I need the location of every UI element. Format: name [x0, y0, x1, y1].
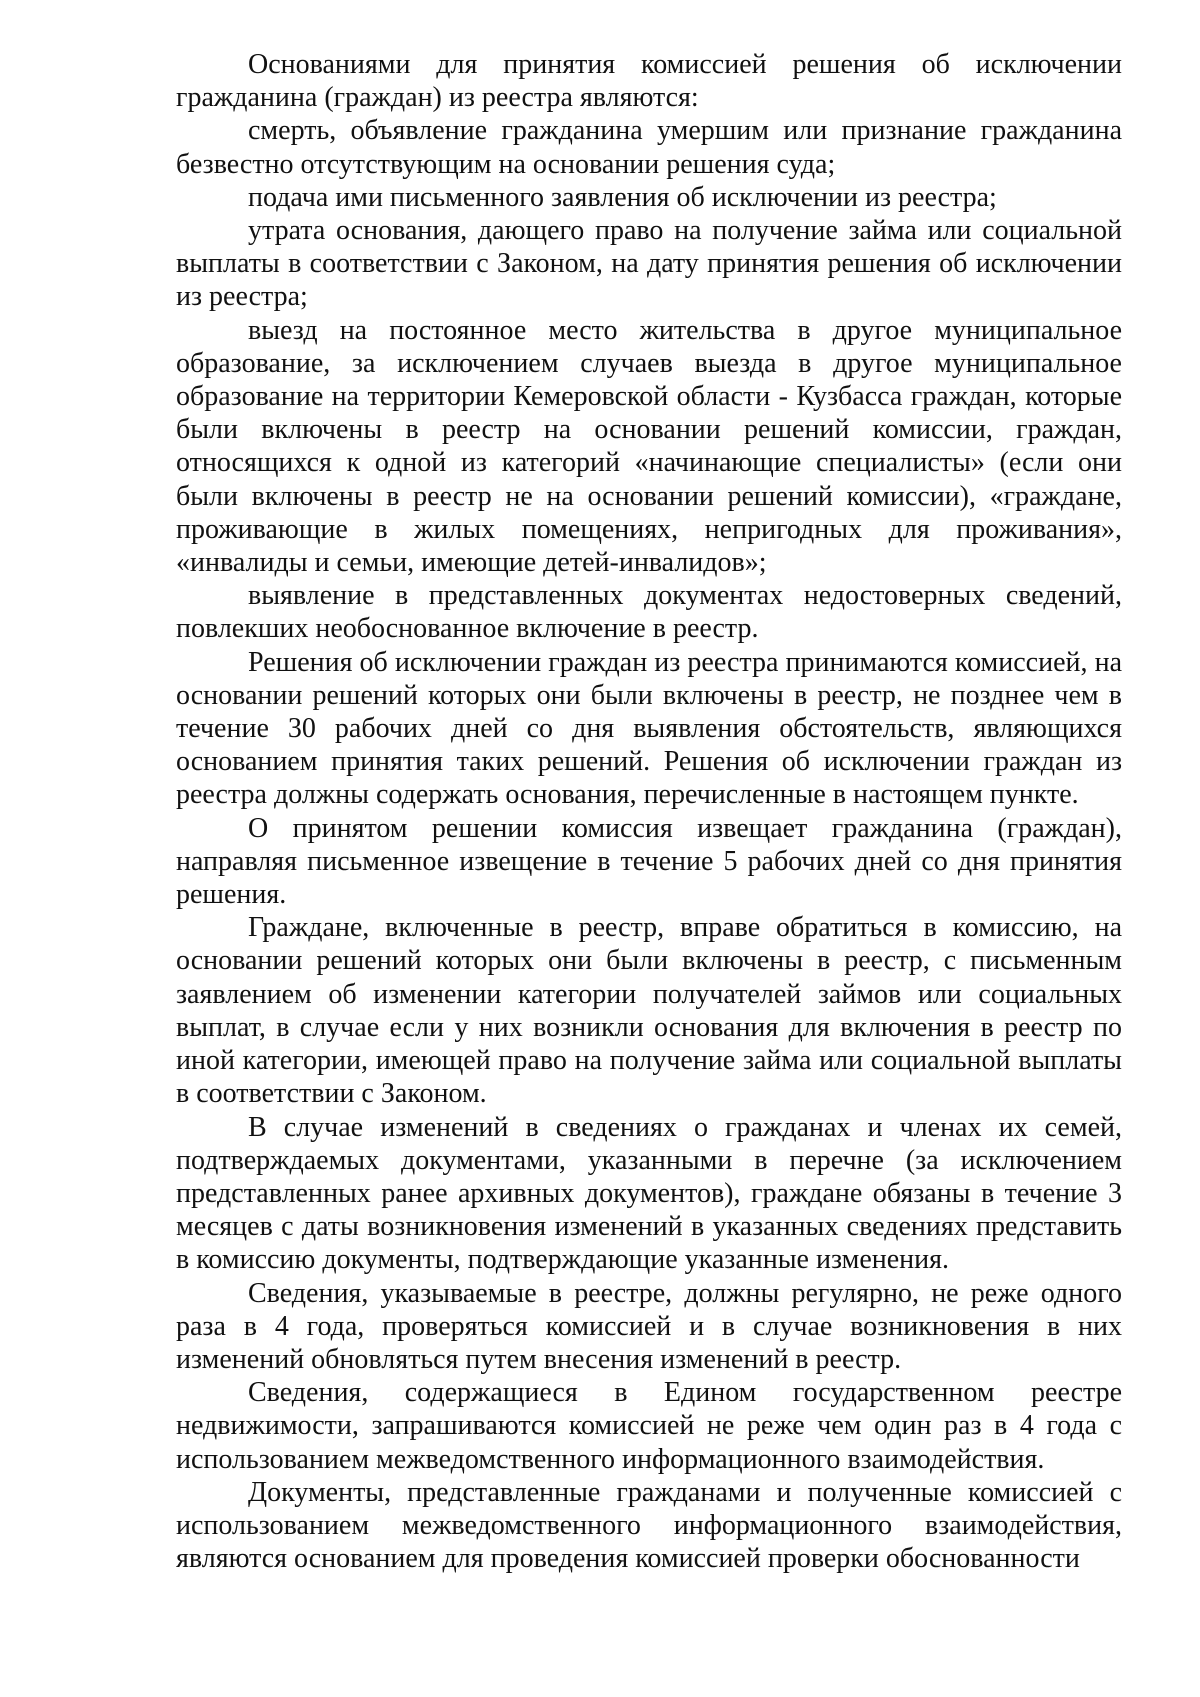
paragraph-regular-verification: Сведения, указываемые в реестре, должны регулярно, не реже одного раза в 4 года, проверяться комиссией и в случае возникновения в них изменений обновляться путем внесения изменений в реестр.	[176, 1277, 1122, 1375]
document-body	[176, 48, 1122, 1575]
paragraph-death-or-missing: смерть, объявление гражданина умершим или признание гражданина безвестно отсутствующим на основании решения суда;	[176, 115, 1122, 180]
paragraph-category-change: Граждане, включенные в реестр, вправе обратиться в комиссию, на основании решений которых они были включены в реестр, с письменным заявлением об изменении категории получателей займов или социальных выплат, в случае если у них возникли основания для включения в реестр по иной категории, имеющей право на получение займа или социальной выплаты в соответствии с Законом.	[176, 912, 1122, 1110]
paragraph-exclusion-decisions: Решения об исключении граждан из реестра принимаются комиссией, на основании решений которых они были включены в реестр, не позднее чем в течение 30 рабочих дней со дня выявления обстоятельств, являющихся основанием принятия таких решений. Решения об исключении граждан из реестра должны содержать основания, перечисленные в настоящем пункте.	[176, 646, 1122, 811]
paragraph-information-changes: В случае изменений в сведениях о гражданах и членах их семей, подтверждаемых документами, указанными в перечне (за исключением представленных ранее архивных документов), граждане обязаны в течение 3 месяцев с даты возникновения изменений в указанных сведениях представить в комиссию документы, подтверждающие указанные изменения.	[176, 1111, 1122, 1276]
paragraph-notification: О принятом решении комиссия извещает гражданина (граждан), направляя письменное извещение в течение 5 рабочих дней со дня принятия решения.	[176, 812, 1122, 911]
paragraph-grounds-for-exclusion: Основаниями для принятия комиссией решения об исключении гражданина (граждан) из реестра являются:	[176, 49, 1122, 114]
paragraph-written-application: подача ими письменного заявления об исключении из реестра;	[248, 181, 997, 213]
paragraph-relocation: выезд на постоянное место жительства в другое муниципальное образование, за исключением случаев выезда в другое муниципальное образование на территории Кемеровской области - Кузбасса граждан, которые были включены в реестр на основании решений комиссии, граждан, относящихся к одной из категорий «начинающие специалисты» (если они были включены в реестр не на основании решений комиссии), «граждане, проживающие в жилых помещениях, непригодных для проживания», «инвалиды и семьи, имеющие детей-инвалидов»;	[176, 314, 1122, 579]
paragraph-false-information: выявление в представленных документах недостоверных сведений, повлекших необоснованное включение в реестр.	[176, 580, 1122, 645]
paragraph-documents-basis: Документы, представленные гражданами и полученные комиссией с использованием межведомственного информационного взаимодействия, являются основанием для проведения комиссией проверки обоснованности	[176, 1476, 1122, 1575]
paragraph-loss-of-grounds: утрата основания, дающего право на получение займа или социальной выплаты в соответствии с Законом, на дату принятия решения об исключении из реестра;	[176, 215, 1122, 313]
paragraph-real-estate-registry: Сведения, содержащиеся в Едином государственном реестре недвижимости, запрашиваются комиссией не реже чем один раз в 4 года с использованием межведомственного информационного взаимодействия.	[176, 1377, 1122, 1475]
